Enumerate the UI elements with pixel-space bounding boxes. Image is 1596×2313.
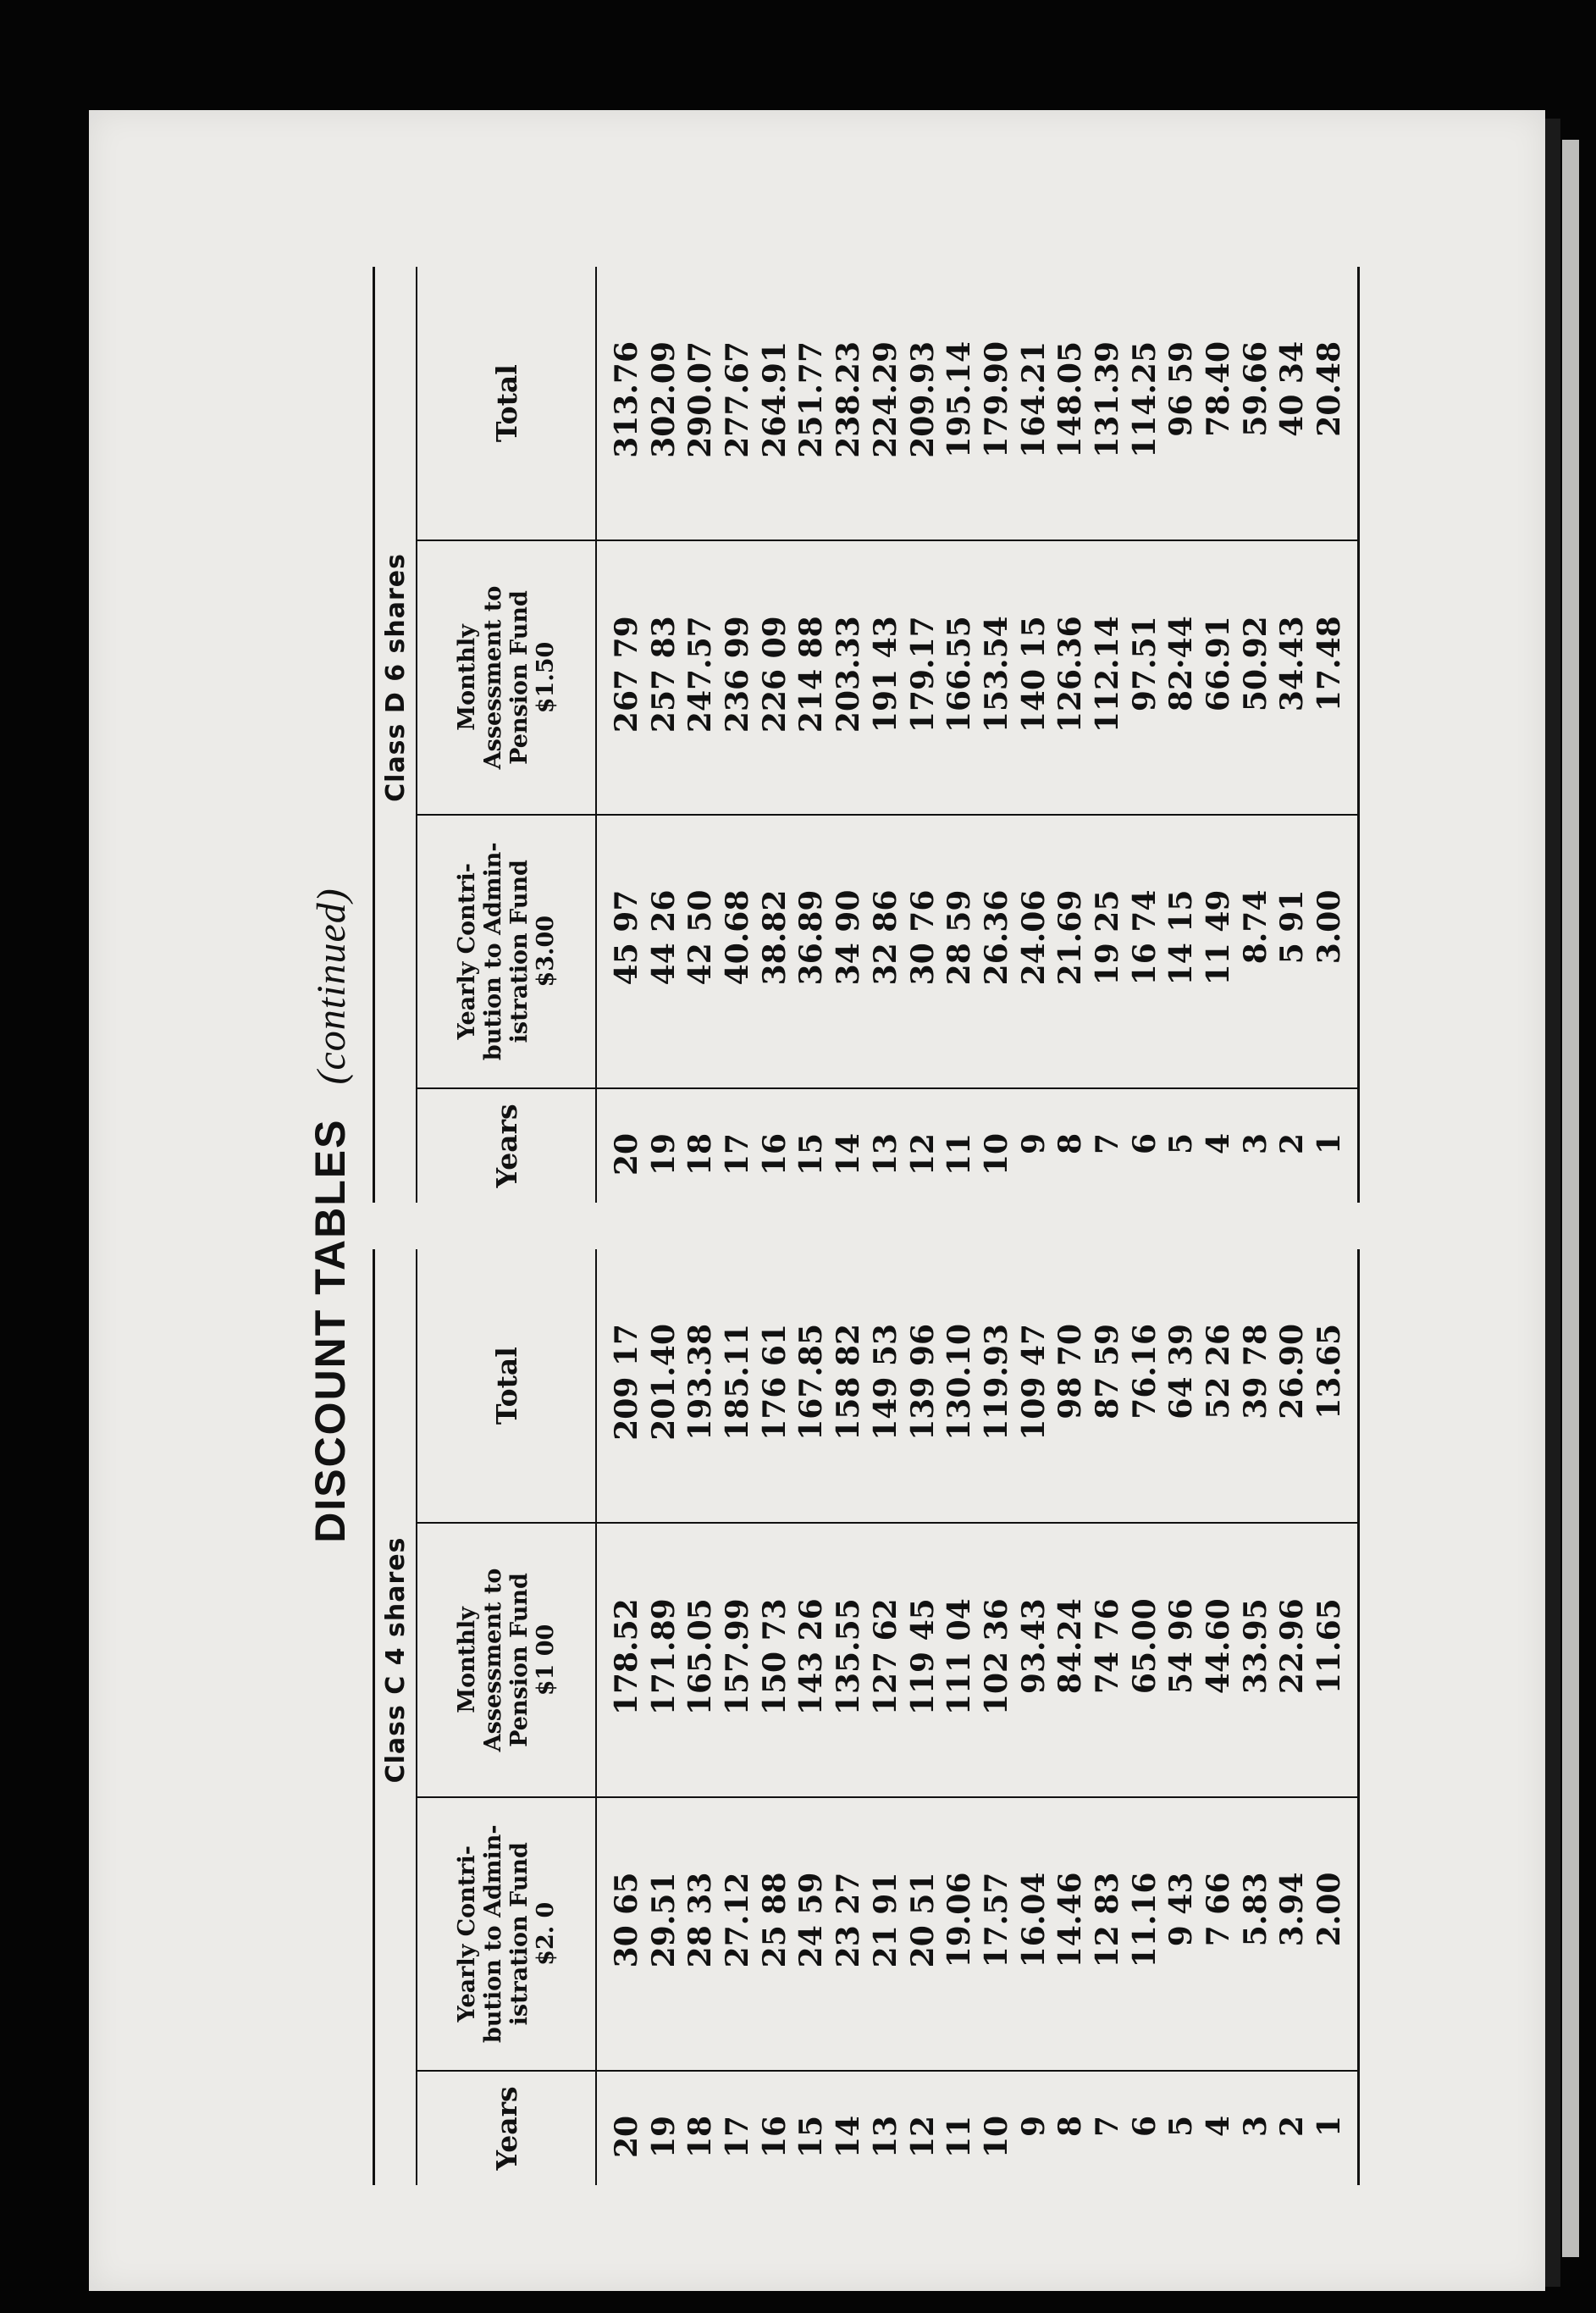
table-cell: 16 74 bbox=[1126, 889, 1162, 986]
page-title bbox=[296, 246, 364, 2185]
table-cell: 140 15 bbox=[1015, 616, 1052, 733]
table-cell: 28 33 bbox=[682, 1872, 719, 1968]
table-cell: 3 bbox=[1237, 1132, 1273, 1154]
table-cell: 19 25 bbox=[1089, 889, 1125, 986]
table-cell: 5.83 bbox=[1237, 1872, 1273, 1947]
table-cell: 16 bbox=[756, 1132, 792, 1176]
table-cell: 4 bbox=[1201, 2115, 1236, 2137]
table-cell: 21 91 bbox=[867, 1872, 903, 1968]
table-cell: 10 bbox=[978, 1132, 1014, 1176]
table-cell: 27.12 bbox=[720, 1872, 756, 1968]
table-cell: 267 79 bbox=[609, 616, 644, 733]
table-cell: 19 bbox=[645, 2115, 682, 2158]
table-cell: 36.89 bbox=[793, 889, 830, 986]
table-cell: 11.16 bbox=[1126, 1872, 1162, 1968]
table-cell: 167.85 bbox=[793, 1324, 830, 1441]
table-cell: 78.40 bbox=[1201, 341, 1236, 437]
total-header: Total bbox=[417, 267, 596, 540]
table-cell: 7 66 bbox=[1201, 1872, 1236, 1947]
table-cell: 23 27 bbox=[831, 1872, 867, 1968]
yearly-contribution-header bbox=[417, 815, 596, 1088]
table-cell: 29.51 bbox=[645, 1872, 682, 1968]
table-cell: 179.17 bbox=[904, 616, 941, 733]
table-cell: 11.65 bbox=[1312, 1598, 1348, 1695]
table-cell: 17.57 bbox=[978, 1872, 1014, 1968]
table-cell: 97.51 bbox=[1126, 616, 1162, 712]
table-cell: 50.92 bbox=[1237, 616, 1273, 712]
total-column bbox=[596, 1249, 1358, 1523]
table-cell: 24.06 bbox=[1015, 889, 1052, 986]
table-cell: 139 96 bbox=[904, 1324, 941, 1441]
table-cell: 16.04 bbox=[1015, 1872, 1052, 1968]
table-cell: 44 26 bbox=[645, 889, 682, 986]
table-cell: 3.00 bbox=[1312, 889, 1348, 965]
years-header: Years bbox=[417, 2071, 596, 2185]
table-cell: 7 bbox=[1089, 2115, 1125, 2137]
table-cell: 82·44 bbox=[1163, 616, 1200, 712]
table-cell: 112.14 bbox=[1089, 616, 1125, 733]
table-cell: 38.82 bbox=[756, 889, 792, 986]
table-cell: 149 53 bbox=[867, 1324, 903, 1441]
total-column bbox=[596, 267, 1358, 540]
table-cell: 257 83 bbox=[645, 616, 682, 733]
table-cell: 20.48 bbox=[1312, 341, 1348, 437]
table-cell: 74 76 bbox=[1089, 1598, 1125, 1695]
table-cell: 191 43 bbox=[867, 616, 903, 733]
table-cell: 13 bbox=[867, 2115, 903, 2158]
table-cell: 171.89 bbox=[645, 1598, 682, 1716]
table-cell: 14.46 bbox=[1052, 1872, 1089, 1968]
table-cell: 20 51 bbox=[904, 1872, 941, 1968]
header-line: bution to Admin- bbox=[480, 1824, 506, 2044]
table-cell: 25 88 bbox=[756, 1872, 792, 1968]
table-cell: 153.54 bbox=[978, 616, 1014, 733]
table-cell: 44.60 bbox=[1201, 1598, 1236, 1695]
table-cell: 6 bbox=[1126, 1132, 1162, 1154]
table-cell: 18 bbox=[682, 1132, 719, 1176]
header-line: istration Fund bbox=[506, 860, 533, 1043]
table-cell: 5 91 bbox=[1274, 889, 1311, 965]
table-cell: 157.99 bbox=[720, 1598, 756, 1716]
table-cell: 126.36 bbox=[1052, 616, 1089, 733]
table-cell: 20 bbox=[609, 2115, 644, 2158]
table-cell: 6 bbox=[1126, 2115, 1162, 2137]
class-label: Class D 6 shares bbox=[380, 553, 411, 802]
table-cell: 2 bbox=[1274, 1132, 1311, 1154]
header-line: $3.00 bbox=[533, 915, 559, 988]
table-cell: 8 bbox=[1052, 2115, 1089, 2137]
table-cell: 9 43 bbox=[1163, 1872, 1200, 1947]
table-cell: 119 45 bbox=[904, 1598, 941, 1716]
table-cell: 111 04 bbox=[942, 1598, 978, 1716]
table-cell: 22.96 bbox=[1274, 1598, 1311, 1695]
table-class-d bbox=[373, 267, 1360, 1203]
table-cell: 302.09 bbox=[645, 341, 682, 458]
table-cell: 10 bbox=[978, 2115, 1014, 2158]
class-label: Class C 4 shares bbox=[380, 1536, 411, 1784]
table-cell: 21.69 bbox=[1052, 889, 1089, 986]
table-cell: 66.91 bbox=[1201, 616, 1236, 712]
table-cell: 19 bbox=[645, 1132, 682, 1176]
table-cell: 150 73 bbox=[756, 1598, 792, 1716]
table-cell: 12 bbox=[904, 2115, 941, 2158]
header-line: $2. 0 bbox=[533, 1901, 559, 1966]
table-cell: 26.36 bbox=[978, 889, 1014, 986]
table-cell: 135.55 bbox=[831, 1598, 867, 1716]
table-cell: 165.05 bbox=[682, 1598, 719, 1716]
table-cell: 178.52 bbox=[609, 1598, 644, 1716]
header-line: Pension Fund bbox=[506, 1573, 533, 1747]
table-cell: 39 78 bbox=[1237, 1324, 1273, 1419]
table-cell: 119.93 bbox=[978, 1324, 1014, 1441]
table-cell: 17 bbox=[720, 1132, 756, 1176]
table-cell: 226 09 bbox=[756, 616, 792, 733]
table-cell: 24 59 bbox=[793, 1872, 830, 1968]
table-cell: 166.55 bbox=[942, 616, 978, 733]
table-cell: 9 bbox=[1015, 2115, 1052, 2137]
table-cell: 209.93 bbox=[904, 341, 941, 458]
table-cell: 17.48 bbox=[1312, 616, 1348, 712]
table-cell: 9 bbox=[1015, 1132, 1052, 1154]
table-class-c bbox=[373, 1249, 1360, 2185]
table-cell: 3 bbox=[1237, 2115, 1273, 2137]
table-cell: 65.00 bbox=[1126, 1598, 1162, 1695]
table-cell: 131.39 bbox=[1089, 341, 1125, 458]
table-cell: 87 59 bbox=[1089, 1324, 1125, 1419]
table-cell: 40.68 bbox=[720, 889, 756, 986]
table-cell: 179.90 bbox=[978, 341, 1014, 458]
table-cell: 11 49 bbox=[1201, 889, 1236, 986]
years-header: Years bbox=[417, 1088, 596, 1203]
table-cell: 14 15 bbox=[1163, 889, 1200, 986]
table-cell: 7 bbox=[1089, 1132, 1125, 1154]
table-cell: 14 bbox=[831, 2115, 867, 2158]
table-cell: 45 97 bbox=[609, 889, 644, 986]
table-cell: 64 39 bbox=[1163, 1324, 1200, 1419]
table-cell: 214 88 bbox=[793, 616, 830, 733]
header-line: Pension Fund bbox=[506, 590, 533, 765]
header-line: Yearly Contri- bbox=[454, 1845, 480, 2022]
header-line: $1 00 bbox=[533, 1624, 559, 1696]
header-line: Assessment to bbox=[480, 1568, 506, 1752]
monthly-assessment-column bbox=[596, 1523, 1358, 1796]
table-cell: 11 bbox=[942, 2115, 978, 2158]
table-cell: 203.33 bbox=[831, 616, 867, 733]
page-edge-light bbox=[1562, 140, 1579, 2257]
table-cell: 290.07 bbox=[682, 341, 719, 458]
table-cell: 2.00 bbox=[1312, 1872, 1348, 1947]
header-line: bution to Admin- bbox=[480, 842, 506, 1061]
table-cell: 1 bbox=[1312, 2115, 1348, 2137]
table-cell: 114.25 bbox=[1126, 341, 1162, 458]
table-cell: 15 bbox=[793, 2115, 830, 2158]
total-header: Total bbox=[417, 1249, 596, 1523]
header-line: Monthly bbox=[454, 624, 480, 731]
table-cell: 59.66 bbox=[1237, 341, 1273, 437]
table-cell: 313.76 bbox=[609, 341, 644, 458]
table-cell: 17 bbox=[720, 2115, 756, 2158]
years-column bbox=[596, 1088, 1358, 1203]
table-cell: 2 bbox=[1274, 2115, 1311, 2137]
table-cell: 264.91 bbox=[756, 341, 792, 458]
rotated-page-content bbox=[296, 246, 1422, 2185]
table-cell: 26.90 bbox=[1274, 1324, 1311, 1419]
table-cell: 127 62 bbox=[867, 1598, 903, 1716]
table-cell: 224.29 bbox=[867, 341, 903, 458]
monthly-assessment-column bbox=[596, 540, 1358, 814]
table-cell: 18 bbox=[682, 2115, 719, 2158]
page-edge-dark bbox=[1545, 119, 1560, 2287]
table-cell: 1 bbox=[1312, 1132, 1348, 1154]
table-cell: 11 bbox=[942, 1132, 978, 1176]
table-cell: 42 50 bbox=[682, 889, 719, 986]
table-cell: 20 bbox=[609, 1132, 644, 1176]
table-cell: 28 59 bbox=[942, 889, 978, 986]
table-cell: 13.65 bbox=[1312, 1324, 1348, 1419]
table-cell: 277.67 bbox=[720, 341, 756, 458]
table-cell: 34 90 bbox=[831, 889, 867, 986]
table-cell: 13 bbox=[867, 1132, 903, 1176]
table-cell: 76.16 bbox=[1126, 1324, 1162, 1419]
table-cell: 102 36 bbox=[978, 1598, 1014, 1716]
table-cell: 236 99 bbox=[720, 616, 756, 733]
table-cell: 12 bbox=[904, 1132, 941, 1176]
monthly-assessment-header bbox=[417, 1523, 596, 1796]
table-cell: 14 bbox=[831, 1132, 867, 1176]
table-cell: 143 26 bbox=[793, 1598, 830, 1716]
table-cell: 40 34 bbox=[1274, 341, 1311, 437]
table-cell: 3.94 bbox=[1274, 1872, 1311, 1947]
table-cell: 148.05 bbox=[1052, 341, 1089, 458]
table-cell: 201.40 bbox=[645, 1324, 682, 1441]
monthly-assessment-header bbox=[417, 540, 596, 814]
table-cell: 5 bbox=[1163, 2115, 1200, 2137]
header-line: Yearly Contri- bbox=[454, 863, 480, 1040]
table-cell: 109 47 bbox=[1015, 1324, 1052, 1441]
table-cell: 195.14 bbox=[942, 341, 978, 458]
header-line: istration Fund bbox=[506, 1842, 533, 2026]
table-cell: 8 bbox=[1052, 1132, 1089, 1154]
table-cell: 12 83 bbox=[1089, 1872, 1125, 1968]
header-line: $1.50 bbox=[533, 641, 559, 714]
table-cell: 84.24 bbox=[1052, 1598, 1089, 1695]
table-cell: 4 bbox=[1201, 1132, 1236, 1154]
table-cell: 193.38 bbox=[682, 1324, 719, 1441]
table-cell: 15 bbox=[793, 1132, 830, 1176]
table-cell: 32 86 bbox=[867, 889, 903, 986]
table-cell: 8.74 bbox=[1237, 889, 1273, 965]
table-cell: 185.11 bbox=[720, 1324, 756, 1441]
header-line: Monthly bbox=[454, 1607, 480, 1713]
table-cell: 98 70 bbox=[1052, 1324, 1089, 1419]
table-cell: 209 17 bbox=[609, 1324, 644, 1441]
years-column bbox=[596, 2071, 1358, 2185]
table-cell: 54 96 bbox=[1163, 1598, 1200, 1695]
table-cell: 34.43 bbox=[1274, 616, 1311, 712]
table-cell: 164.21 bbox=[1015, 341, 1052, 458]
table-cell: 251.77 bbox=[793, 341, 830, 458]
table-cell: 176 61 bbox=[756, 1324, 792, 1441]
header-line: Assessment to bbox=[480, 585, 506, 770]
table-cell: 16 bbox=[756, 2115, 792, 2158]
table-cell: 5 bbox=[1163, 1132, 1200, 1154]
yearly-contribution-header bbox=[417, 1797, 596, 2071]
table-cell: 33.95 bbox=[1237, 1598, 1273, 1695]
table-cell: 96 59 bbox=[1163, 341, 1200, 437]
table-cell: 247.57 bbox=[682, 616, 719, 733]
table-cell: 158 82 bbox=[831, 1324, 867, 1441]
table-cell: 52 26 bbox=[1201, 1324, 1236, 1419]
table-cell: 238.23 bbox=[831, 341, 867, 458]
table-cell: 30 76 bbox=[904, 889, 941, 986]
table-cell: 30 65 bbox=[609, 1872, 644, 1968]
table-cell: 19.06 bbox=[942, 1872, 978, 1968]
yearly-contribution-column bbox=[596, 1797, 1358, 2071]
table-cell: 93.43 bbox=[1015, 1598, 1052, 1695]
table-cell: 130.10 bbox=[942, 1324, 978, 1441]
yearly-contribution-column bbox=[596, 815, 1358, 1088]
title-subtitle: (continued) bbox=[309, 888, 354, 1085]
title-text: DISCOUNT TABLES bbox=[306, 1118, 354, 1543]
